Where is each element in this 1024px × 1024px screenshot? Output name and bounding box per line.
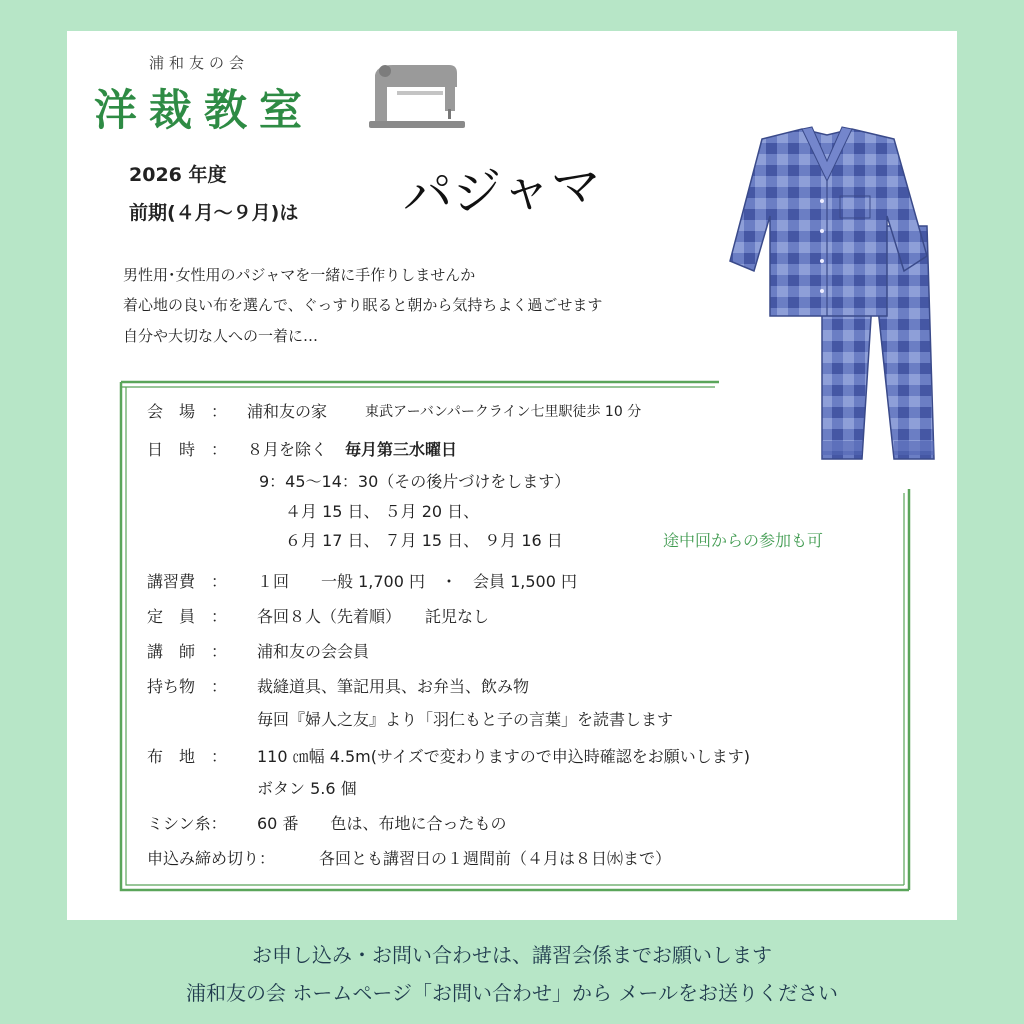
venue-access: 東武アーバンパークライン七里駅徒歩 10 分 (365, 404, 642, 420)
footer-line-1: お申し込み・お問い合わせは、講習会係までお願いします (252, 943, 772, 967)
theme-heading: パジャマ (400, 156, 603, 226)
dates-note: 途中回からの参加も可 (663, 531, 824, 550)
venue-label: 会 場 ： (147, 402, 228, 421)
footer (0, 936, 1024, 1012)
page-title: 洋裁教室 (94, 86, 314, 136)
deadline-value: 各回とも講習日の１週間前（４月は８日㈬まで） (319, 849, 672, 868)
thread-label: ミシン糸： (147, 814, 227, 833)
fabric-label: 布 地 ： (147, 747, 228, 766)
datetime-main: 毎月第三水曜日 (345, 440, 458, 459)
datetime-label: 日 時 ： (147, 440, 228, 459)
venue-value: 浦和友の家 (247, 402, 328, 421)
year-label: 2026 年度 (129, 164, 227, 186)
intro-line: 男性用･女性用のパジャマを一緒に手作りしませんか (123, 266, 476, 284)
capacity-value: 各回８人（先着順） 託児なし (257, 607, 490, 626)
thread-value: 60 番 色は、布地に合ったもの (257, 814, 507, 833)
pajama-illustration (722, 121, 947, 466)
teacher-value: 浦和友の会会員 (257, 642, 370, 661)
dates-line-1: ４月 15 日、 ５月 20 日、 (285, 502, 480, 521)
buttons-value: ボタン 5.6 個 (257, 779, 357, 798)
sewing-machine-icon (367, 61, 467, 133)
org-name: 浦和友の会 (149, 54, 250, 72)
items-value: 裁縫道具、筆記用具、お弁当、飲み物 (257, 677, 530, 696)
deadline-label: 申込み締め切り： (147, 849, 276, 868)
fee-value: １回 一般 1,700 円 ・ 会員 1,500 円 (257, 572, 577, 591)
term-label: 前期(４月～９月)は (129, 202, 299, 224)
time-range: 9：45～14：30（その後片づけをします） (259, 472, 571, 491)
items-note: 毎回『婦人之友』より「羽仁もと子の言葉」を読書します (257, 710, 674, 729)
capacity-label: 定 員 ： (147, 607, 228, 626)
intro-line: 自分や大切な人への一着に… (123, 327, 319, 345)
fabric-value: 110 ㎝幅 4.5m(サイズで変わりますので申込時確認をお願いします) (257, 747, 750, 766)
footer-line-2: 浦和友の会 ホームページ「お問い合わせ」から メールをお送りください (186, 981, 838, 1005)
dates-line-2: ６月 17 日、 ７月 15 日、 ９月 16 日 (285, 531, 563, 550)
teacher-label: 講 師 ： (147, 642, 228, 661)
intro-line: 着心地の良い布を選んで、ぐっすり眠ると朝から気持ちよく過ごせます (123, 296, 603, 314)
flyer-card (67, 31, 957, 920)
datetime-prefix: ８月を除く (247, 440, 328, 459)
fee-label: 講習費 ： (147, 572, 228, 591)
items-label: 持ち物 ： (147, 677, 228, 696)
